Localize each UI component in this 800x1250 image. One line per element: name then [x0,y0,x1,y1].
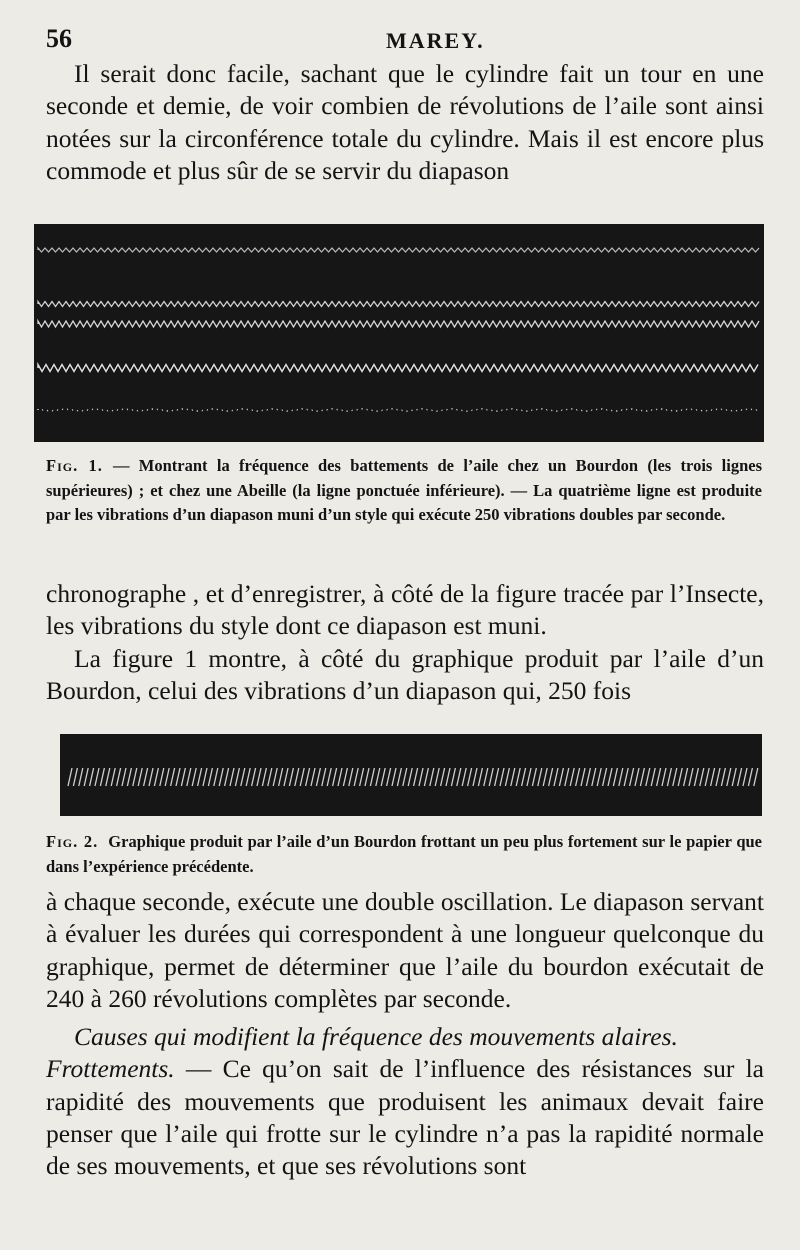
wing-stroke-mark [154,768,158,786]
wing-stroke-mark [754,768,758,786]
wing-stroke-mark [176,768,180,786]
wing-stroke-mark [662,768,666,786]
wing-stroke-mark [381,768,385,786]
wing-stroke-mark [651,768,655,786]
wing-stroke-mark [273,768,277,786]
wing-stroke-mark [214,768,218,786]
paragraph-friction [46,1053,764,1182]
paragraph-friction-lead: Frottements. [46,1054,175,1084]
figure-1-caption [46,454,762,528]
wing-stroke-mark [192,768,196,786]
wing-stroke-mark [554,768,558,786]
wing-stroke-mark [705,768,709,786]
wing-stroke-mark [365,768,369,786]
wing-stroke-mark [95,768,99,786]
wing-stroke-mark [133,768,137,786]
wing-stroke-mark [522,768,526,786]
wing-stroke-mark [689,768,693,786]
section-heading: Causes qui modifient la fréquence des mouvements alaires. [74,1022,678,1052]
wing-stroke-mark [387,768,391,786]
paragraph-frequency [46,886,764,1183]
wing-stroke-mark [678,768,682,786]
wing-stroke-mark [349,768,353,786]
wing-stroke-mark [111,768,115,786]
bee-dotted-trace [38,409,758,411]
wing-stroke-mark [138,768,142,786]
wing-stroke-mark [640,768,644,786]
wing-stroke-mark [559,768,563,786]
wing-stroke-mark [478,768,482,786]
wing-stroke-mark [79,768,83,786]
paragraph-chronograph-b: La figure 1 montre, à côté du graphique produit par l’aile d’un Bourdon, celui des vibrations d’un diapason qui, 250 fois [46,643,764,705]
wing-stroke-mark [473,768,477,786]
wing-stroke-mark [603,768,607,786]
wing-stroke-mark [225,768,229,786]
figure-2-label: Fig. 2. [46,832,99,851]
wing-stroke-mark [446,768,450,786]
wing-stroke-mark [424,768,428,786]
wing-stroke-mark [284,768,288,786]
paragraph-friction-text: — Ce qu’on sait de l’influence des résistances sur la rapidité des mouvements que produisent les animaux devait faire penser que l’aile qui frotte sur le cylindre n’a pas la rapidité normale de ses mouvements, et que ses révolutions sont [46,1054,765,1181]
wing-stroke-mark [430,768,434,786]
wing-stroke-mark [203,768,207,786]
wing-stroke-mark [208,768,212,786]
wing-stroke-mark [711,768,715,786]
wing-stroke-mark [462,768,466,786]
wing-stroke-mark [252,768,256,786]
figure-2-plate [60,734,762,816]
wing-stroke-mark [684,768,688,786]
wing-stroke-mark [441,768,445,786]
wing-stroke-mark [300,768,304,786]
wing-stroke-mark [257,768,261,786]
wing-stroke-mark [657,768,661,786]
wing-stroke-mark [738,768,742,786]
wing-stroke-mark [516,768,520,786]
running-head: MAREY. [386,28,485,53]
wing-stroke-mark [565,768,569,786]
paragraph-chronograph [46,578,764,707]
wing-stroke-mark [279,768,283,786]
wing-stroke-mark [630,768,634,786]
wing-stroke-mark [246,768,250,786]
wing-stroke-mark [268,768,272,786]
wing-stroke-mark [354,768,358,786]
wing-stroke-mark [538,768,542,786]
wing-stroke-mark [468,768,472,786]
wing-stroke-mark [343,768,347,786]
wing-stroke-mark [100,768,104,786]
wing-stroke-mark [635,768,639,786]
wing-stroke-mark [73,768,77,786]
wing-stroke-mark [581,768,585,786]
wing-stroke-mark [414,768,418,786]
wing-stroke-mark [716,768,720,786]
wing-stroke-mark [316,768,320,786]
wing-stroke-mark [748,768,752,786]
wing-stroke-mark [241,768,245,786]
wing-stroke-mark [306,768,310,786]
wing-stroke-mark [295,768,299,786]
wing-stroke-mark [489,768,493,786]
wing-stroke-mark [727,768,731,786]
wing-stroke-mark [171,768,175,786]
figure-1-traces [34,224,764,442]
figure-1-plate [34,224,764,442]
wing-stroke-mark [84,768,88,786]
wing-stroke-mark [484,768,488,786]
wing-stroke-mark [570,768,574,786]
wing-stroke-mark [694,768,698,786]
wing-stroke-mark [457,768,461,786]
wing-stroke-mark [743,768,747,786]
wing-stroke-mark [527,768,531,786]
wing-stroke-mark [322,768,326,786]
wing-stroke-mark [597,768,601,786]
wing-stroke-mark [646,768,650,786]
wing-stroke-mark [106,768,110,786]
wing-stroke-mark [397,768,401,786]
wing-stroke-mark [392,768,396,786]
wing-stroke-mark [549,768,553,786]
wing-stroke-mark [181,768,185,786]
wing-stroke-mark [327,768,331,786]
wing-stroke-mark [419,768,423,786]
wing-stroke-mark [235,768,239,786]
wing-stroke-mark [613,768,617,786]
figure-1-label: Fig. 1. [46,456,103,475]
wing-stroke-mark [403,768,407,786]
wing-stroke-mark [262,768,266,786]
wing-stroke-mark [68,768,72,786]
wing-stroke-mark [376,768,380,786]
wing-stroke-mark [667,768,671,786]
wing-stroke-mark [160,768,164,786]
wing-stroke-mark [90,768,94,786]
wing-stroke-mark [532,768,536,786]
wing-stroke-mark [495,768,499,786]
wing-stroke-mark [408,768,412,786]
paragraph-chronograph-a: chronographe , et d’enregistrer, à côté de la figure tracée par l’Insecte, les vibrations du style dont ce diapason est muni. [46,579,764,641]
wing-stroke-mark [311,768,315,786]
wing-stroke-mark [505,768,509,786]
page-header [46,24,766,60]
wing-stroke-mark [127,768,131,786]
wing-stroke-mark [230,768,234,786]
wing-stroke-mark [198,768,202,786]
wing-stroke-mark [451,768,455,786]
wing-stroke-mark [619,768,623,786]
figure-2-caption-text: Graphique produit par l’aile d’un Bourdon frottant un peu plus fortement sur le papier que dans l’expérience précédente. [46,832,762,876]
bumblebee-trace-1 [38,248,759,252]
wing-stroke-mark [360,768,364,786]
wing-stroke-mark [289,768,293,786]
wing-stroke-mark [122,768,126,786]
wing-stroke-mark [187,768,191,786]
tuning-fork-trace [38,365,758,372]
figure-2-trace [60,734,762,816]
wing-stroke-mark [624,768,628,786]
wing-stroke-mark [149,768,153,786]
figure-1-caption-text: — Montrant la fréquence des battements de l’aile chez un Bourdon (les trois lignes supérieures) ; et chez une Abeille (la ligne ponctuée inférieure). — La quatrième ligne est produite par les vibrations d’un diapason muni d’un style qui exécute 250 vibrations doubles par seconde. [46,456,763,524]
wing-stroke-mark [543,768,547,786]
wing-stroke-mark [370,768,374,786]
wing-stroke-mark [673,768,677,786]
wing-stroke-mark [435,768,439,786]
wing-stroke-mark [511,768,515,786]
page-number: 56 [46,24,72,53]
wing-stroke-mark [117,768,121,786]
wing-stroke-mark [576,768,580,786]
bumblebee-trace-2 [38,302,759,307]
wing-stroke-mark [732,768,736,786]
wing-stroke-mark [592,768,596,786]
bumblebee-trace-3 [38,321,759,327]
wing-stroke-mark [700,768,704,786]
paragraph-intro: Il serait donc facile, sachant que le cylindre fait un tour en une seconde et demie, de voir combien de révolutions de l’aile sont ainsi notées sur la circonférence totale du cylindre. Mais il est encore plus commode et plus sûr de se servir du diapason [46,59,764,185]
figure-2-caption [46,830,762,879]
wing-stroke-mark [500,768,504,786]
wing-stroke-mark [586,768,590,786]
wing-stroke-mark [219,768,223,786]
wing-stroke-mark [333,768,337,786]
wing-stroke-mark [144,768,148,786]
wing-stroke-mark [721,768,725,786]
wing-stroke-mark [165,768,169,786]
wing-stroke-mark [338,768,342,786]
wing-stroke-mark [608,768,612,786]
paragraph-frequency-text: à chaque seconde, exécute une double oscillation. Le diapason servant à évaluer les durées qui correspondent à une longueur quelconque du graphique, permet de déterminer que l’aile du bourdon exécutait de 240 à 260 révolutions complètes par seconde. [46,887,764,1013]
